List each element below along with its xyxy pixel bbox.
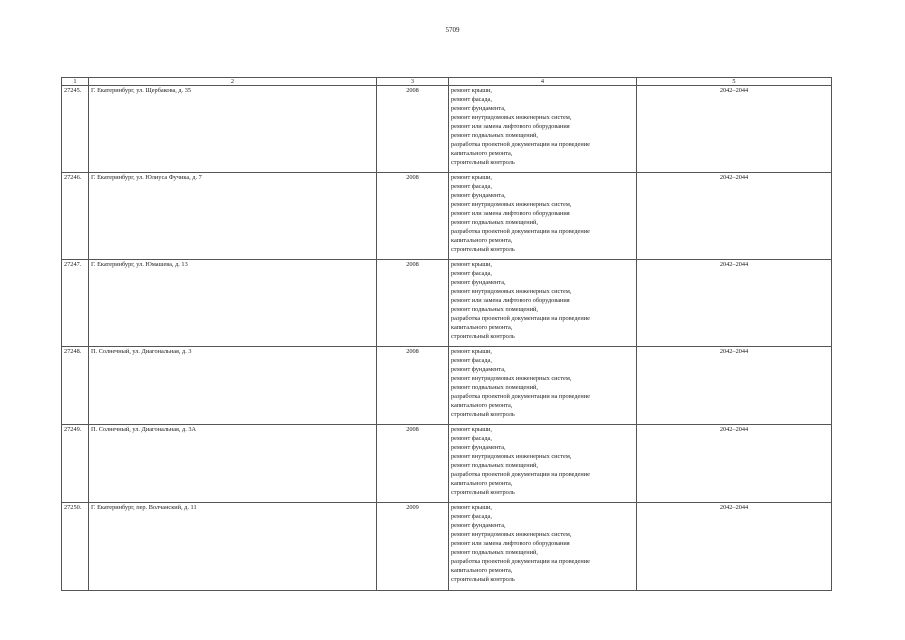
work-item: ремонт крыши, — [451, 426, 493, 433]
work-item: строительный контроль — [451, 411, 515, 418]
table-row — [62, 503, 832, 591]
page-number: 5709 — [445, 26, 460, 34]
work-item: строительный контроль — [451, 576, 515, 583]
works-cell — [449, 425, 637, 503]
work-item: ремонт крыши, — [451, 87, 493, 94]
works-cell — [449, 260, 637, 347]
commission-year-cell: 2008 — [377, 86, 449, 173]
work-item: ремонт фундамента, — [451, 522, 506, 529]
work-item: капитального ремонта, — [451, 480, 513, 487]
commission-year-cell: 2008 — [377, 173, 449, 260]
work-item: капитального ремонта, — [451, 237, 513, 244]
work-item: разработка проектной документации на проведение — [451, 228, 590, 235]
work-item: ремонт фасада, — [451, 96, 492, 103]
table-row — [62, 173, 832, 260]
column-header: 5 — [637, 78, 832, 86]
row-number: 27245. — [62, 86, 89, 173]
column-header: 2 — [89, 78, 377, 86]
work-item: капитального ремонта, — [451, 150, 513, 157]
commission-year-cell: 2008 — [377, 425, 449, 503]
work-item: ремонт фундамента, — [451, 444, 506, 451]
work-item: ремонт подвальных помещений, — [451, 462, 538, 469]
address-cell: Г. Екатеринбург, ул. Юмашева, д. 13 — [89, 260, 377, 347]
work-item: разработка проектной документации на проведение — [451, 141, 590, 148]
table-header — [62, 78, 832, 86]
work-item: ремонт подвальных помещений, — [451, 549, 538, 556]
works-cell — [449, 347, 637, 425]
work-item: ремонт внутридомовых инженерных систем, — [451, 114, 572, 121]
work-item: строительный контроль — [451, 489, 515, 496]
work-item: ремонт или замена лифтового оборудования — [451, 297, 570, 304]
table-body — [62, 86, 832, 591]
work-item: ремонт фасада, — [451, 357, 492, 364]
work-item: ремонт или замена лифтового оборудования — [451, 210, 570, 217]
work-item: ремонт крыши, — [451, 504, 493, 511]
work-item: ремонт фундамента, — [451, 105, 506, 112]
column-header: 4 — [449, 78, 637, 86]
work-item: строительный контроль — [451, 159, 515, 166]
commission-year-cell: 2009 — [377, 503, 449, 591]
commission-year-cell: 2008 — [377, 347, 449, 425]
row-number: 27248. — [62, 347, 89, 425]
repair-period-cell: 2042–2044 — [637, 173, 832, 260]
row-number: 27247. — [62, 260, 89, 347]
row-number: 27250. — [62, 503, 89, 591]
work-item: ремонт внутридомовых инженерных систем, — [451, 375, 572, 382]
work-item: ремонт внутридомовых инженерных систем, — [451, 453, 572, 460]
work-item: ремонт фундамента, — [451, 192, 506, 199]
work-item: ремонт фундамента, — [451, 366, 506, 373]
work-item: капитального ремонта, — [451, 402, 513, 409]
address-cell: Г. Екатеринбург, ул. Юлиуса Фучика, д. 7 — [89, 173, 377, 260]
work-item: ремонт крыши, — [451, 261, 493, 268]
work-item: ремонт или замена лифтового оборудования — [451, 123, 570, 130]
table-row — [62, 86, 832, 173]
address-cell: П. Солнечный, ул. Диагональная, д. 3А — [89, 425, 377, 503]
work-item: ремонт или замена лифтового оборудования — [451, 540, 570, 547]
row-number: 27246. — [62, 173, 89, 260]
table-row — [62, 347, 832, 425]
work-item: ремонт фасада, — [451, 435, 492, 442]
repair-schedule-table — [61, 77, 832, 591]
work-item: ремонт подвальных помещений, — [451, 132, 538, 139]
repair-period-cell: 2042–2044 — [637, 425, 832, 503]
work-item: ремонт крыши, — [451, 348, 493, 355]
address-cell: Г. Екатеринбург, пер. Волчанский, д. 11 — [89, 503, 377, 591]
work-item: разработка проектной документации на проведение — [451, 393, 590, 400]
address-cell: П. Солнечный, ул. Диагональная, д. 3 — [89, 347, 377, 425]
work-item: ремонт внутридомовых инженерных систем, — [451, 201, 572, 208]
work-item: ремонт крыши, — [451, 174, 493, 181]
row-number: 27249. — [62, 425, 89, 503]
work-item: ремонт фасада, — [451, 270, 492, 277]
works-cell — [449, 503, 637, 591]
work-item: капитального ремонта, — [451, 324, 513, 331]
table-row — [62, 260, 832, 347]
repair-period-cell: 2042–2044 — [637, 347, 832, 425]
repair-period-cell: 2042–2044 — [637, 86, 832, 173]
work-item: разработка проектной документации на проведение — [451, 558, 590, 565]
column-header: 1 — [62, 78, 89, 86]
work-item: ремонт фасада, — [451, 513, 492, 520]
work-item: ремонт фундамента, — [451, 279, 506, 286]
column-header: 3 — [377, 78, 449, 86]
work-item: ремонт подвальных помещений, — [451, 306, 538, 313]
work-item: капитального ремонта, — [451, 567, 513, 574]
works-cell — [449, 173, 637, 260]
address-cell: Г. Екатеринбург, ул. Щербакова, д. 35 — [89, 86, 377, 173]
repair-period-cell: 2042–2044 — [637, 503, 832, 591]
work-item: ремонт внутридомовых инженерных систем, — [451, 531, 572, 538]
repair-period-cell: 2042–2044 — [637, 260, 832, 347]
work-item: строительный контроль — [451, 333, 515, 340]
works-cell — [449, 86, 637, 173]
table-row — [62, 425, 832, 503]
work-item: разработка проектной документации на проведение — [451, 471, 590, 478]
commission-year-cell: 2008 — [377, 260, 449, 347]
work-item: ремонт подвальных помещений, — [451, 384, 538, 391]
work-item: разработка проектной документации на проведение — [451, 315, 590, 322]
work-item: строительный контроль — [451, 246, 515, 253]
work-item: ремонт фасада, — [451, 183, 492, 190]
work-item: ремонт подвальных помещений, — [451, 219, 538, 226]
work-item: ремонт внутридомовых инженерных систем, — [451, 288, 572, 295]
